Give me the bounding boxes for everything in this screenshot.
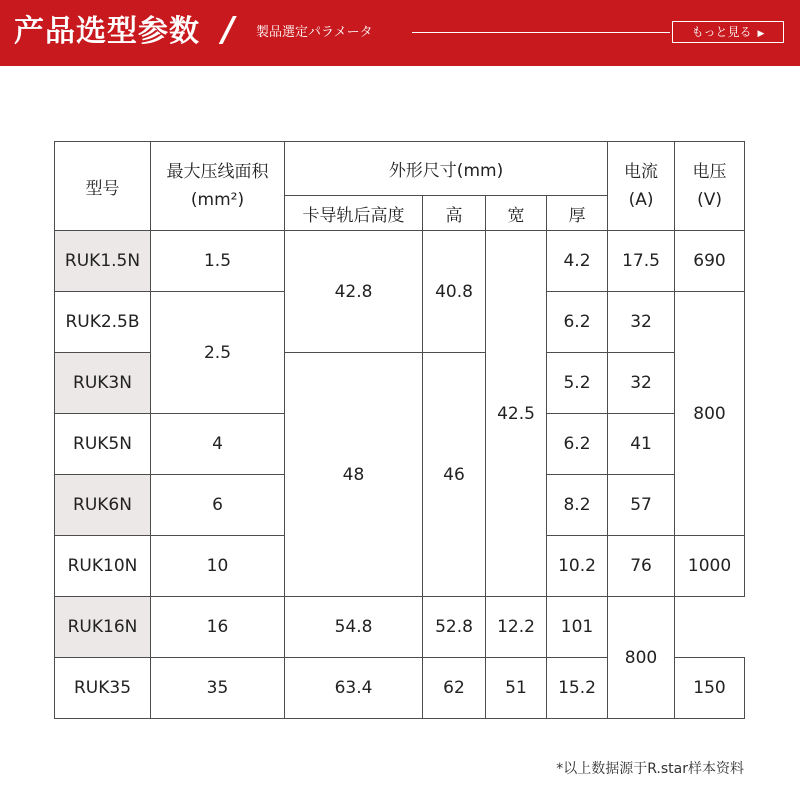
spec-table — [54, 141, 745, 719]
height-cell: 52.8 — [423, 597, 486, 658]
current-cell: 32 — [608, 292, 675, 353]
thickness-cell: 10.2 — [547, 536, 608, 597]
current-cell: 150 — [675, 658, 745, 719]
model-cell: RUK16N — [55, 597, 151, 658]
col-wire-area-header: 最大压线面积 (mm²) — [151, 142, 285, 231]
current-cell: 32 — [608, 353, 675, 414]
thickness-cell: 6.2 — [547, 414, 608, 475]
area-cell: 16 — [151, 597, 285, 658]
thickness-cell: 4.2 — [547, 231, 608, 292]
height-cell: 40.8 — [423, 231, 486, 353]
col-model-header: 型号 — [55, 142, 151, 231]
width-cell: 42.5 — [486, 231, 547, 597]
model-cell: RUK2.5B — [55, 292, 151, 353]
height-cell: 62 — [423, 658, 486, 719]
thickness-cell: 8.2 — [547, 475, 608, 536]
col-dimensions-header: 外形尺寸(mm) — [285, 142, 608, 196]
col-thickness-header: 厚 — [547, 196, 608, 231]
rail-height-cell: 48 — [285, 353, 423, 597]
current-cell: 17.5 — [608, 231, 675, 292]
model-cell: RUK10N — [55, 536, 151, 597]
model-cell: RUK6N — [55, 475, 151, 536]
more-button[interactable] — [672, 21, 784, 43]
current-cell: 41 — [608, 414, 675, 475]
title-separator: / — [222, 10, 235, 50]
thickness-cell: 5.2 — [547, 353, 608, 414]
width-cell: 51 — [486, 658, 547, 719]
col-height-header: 高 — [423, 196, 486, 231]
header-banner — [0, 0, 800, 66]
rail-height-cell: 42.8 — [285, 231, 423, 353]
area-cell: 35 — [151, 658, 285, 719]
model-cell: RUK3N — [55, 353, 151, 414]
area-cell: 1.5 — [151, 231, 285, 292]
source-footnote: *以上数据源于R.star样本资料 — [556, 761, 744, 777]
area-cell: 2.5 — [151, 292, 285, 414]
current-cell: 57 — [608, 475, 675, 536]
table-header-row — [55, 142, 745, 196]
page-subtitle: 製品選定パラメータ — [256, 25, 373, 40]
arrow-right-icon: ▶ — [757, 29, 765, 39]
voltage-cell: 800 — [608, 597, 675, 719]
area-cell: 10 — [151, 536, 285, 597]
thickness-cell: 12.2 — [486, 597, 547, 658]
rail-height-cell: 63.4 — [285, 658, 423, 719]
voltage-cell: 1000 — [675, 536, 745, 597]
height-cell: 46 — [423, 353, 486, 597]
area-cell: 4 — [151, 414, 285, 475]
header-divider — [412, 32, 670, 33]
table-row — [55, 597, 745, 658]
area-cell: 6 — [151, 475, 285, 536]
current-cell: 76 — [608, 536, 675, 597]
more-button-label: もっと見る — [691, 25, 752, 39]
current-cell: 101 — [547, 597, 608, 658]
model-cell: RUK35 — [55, 658, 151, 719]
col-rail-height-header: 卡导轨后高度 — [285, 196, 423, 231]
voltage-cell: 690 — [675, 231, 745, 292]
page-title: 产品选型参数 — [14, 14, 200, 49]
thickness-cell: 6.2 — [547, 292, 608, 353]
col-width-header: 宽 — [486, 196, 547, 231]
voltage-cell: 800 — [675, 292, 745, 536]
col-current-header: 电流 (A) — [608, 142, 675, 231]
col-voltage-header: 电压 (V) — [675, 142, 745, 231]
thickness-cell: 15.2 — [547, 658, 608, 719]
rail-height-cell: 54.8 — [285, 597, 423, 658]
model-cell: RUK5N — [55, 414, 151, 475]
table-row — [55, 231, 745, 292]
model-cell: RUK1.5N — [55, 231, 151, 292]
